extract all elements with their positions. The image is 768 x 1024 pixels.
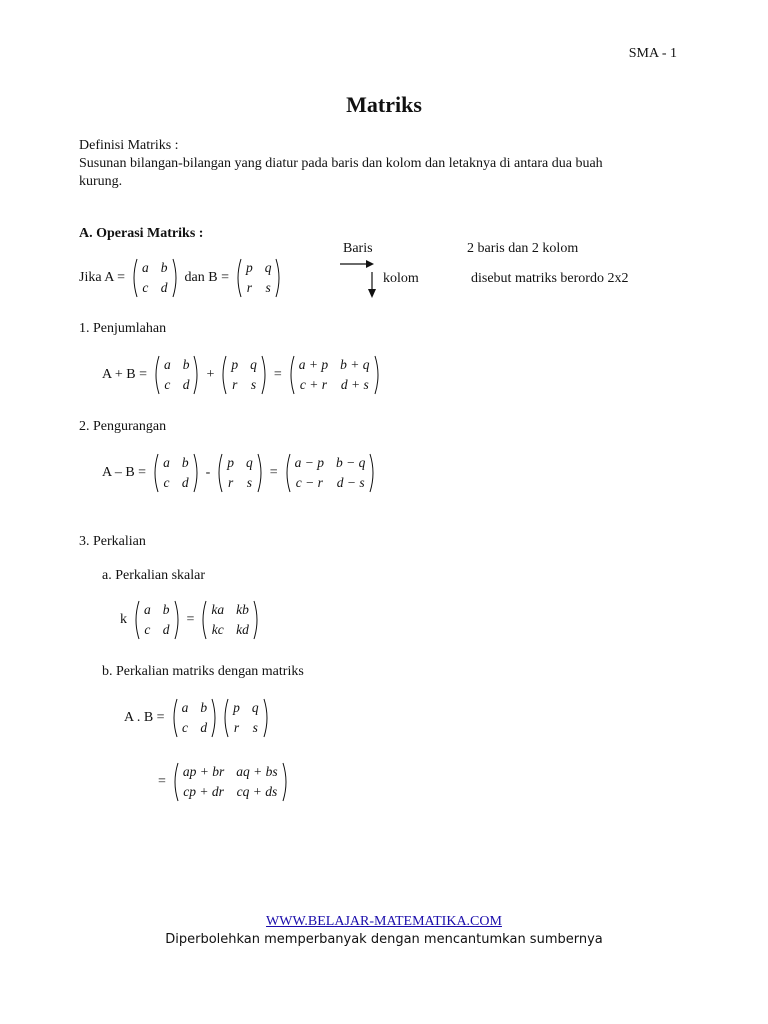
pengurangan-equation: A – B = a b c d - p q r s = a − p b − q c − r d − s (102, 453, 378, 493)
perkalian-heading: 3. Perkalian (79, 534, 146, 549)
matrix-a: a b c d (133, 600, 181, 640)
definition-line-2: kurung. (79, 174, 123, 189)
matrix-definition-row (79, 258, 284, 298)
matrix-a: a b c d (153, 355, 201, 395)
skalar-equation: k a b c d = ka kb kc kd (120, 600, 262, 640)
arrow-down-icon (367, 272, 377, 298)
skalar-result-matrix: ka kb kc kd (200, 600, 260, 640)
matrix-a: a b c d (171, 698, 219, 738)
pengurangan-heading: 2. Pengurangan (79, 419, 167, 434)
penjumlahan-equation: A + B = a b c d + p q r s = a + p b + q c + r d + s (102, 355, 383, 395)
difference-result-matrix: a − p b − q c − r d − s (284, 453, 377, 493)
definition-heading: Definisi Matriks : (79, 138, 179, 153)
matrix-b: p q r s (216, 453, 264, 493)
page-code: SMA - 1 (628, 46, 677, 61)
matrix-b: p q r s (222, 698, 270, 738)
product-equation: A . B = a b c d p q r s (124, 698, 272, 738)
matrix-a: a b c d (152, 453, 200, 493)
section-a-heading: A. Operasi Matriks : (79, 226, 204, 241)
penjumlahan-heading: 1. Penjumlahan (79, 321, 167, 336)
sum-result-matrix: a + p b + q c + r d + s (288, 355, 381, 395)
definition-line-1: Susunan bilangan-bilangan yang diatur pada baris dan kolom dan letaknya di antara dua buah (79, 156, 603, 171)
matrix-b: p q r s (220, 355, 268, 395)
page-title: Matriks (346, 92, 422, 117)
baris-label: Baris (343, 241, 373, 256)
jika-label: Jika A = (79, 270, 126, 285)
footer-note: Diperbolehkan memperbanyak dengan mencantumkan sumbernya (165, 932, 603, 947)
note-ordo: disebut matriks berordo 2x2 (471, 271, 629, 286)
product-result-equation: = ap + br aq + bs cp + dr cq + ds (158, 762, 291, 802)
matrix-a: a b c d (131, 258, 179, 298)
perkalian-matriks-heading: b. Perkalian matriks dengan matriks (102, 664, 304, 679)
perkalian-skalar-heading: a. Perkalian skalar (102, 568, 206, 583)
kolom-label: kolom (383, 271, 419, 286)
note-2-baris: 2 baris dan 2 kolom (467, 241, 579, 256)
matrix-b: p q r s (235, 258, 283, 298)
footer-website-link[interactable]: WWW.BELAJAR-MATEMATIKA.COM (266, 914, 502, 929)
dan-label: dan B = (184, 270, 229, 285)
arrow-right-icon (340, 259, 374, 269)
product-result-matrix: ap + br aq + bs cp + dr cq + ds (172, 762, 289, 802)
